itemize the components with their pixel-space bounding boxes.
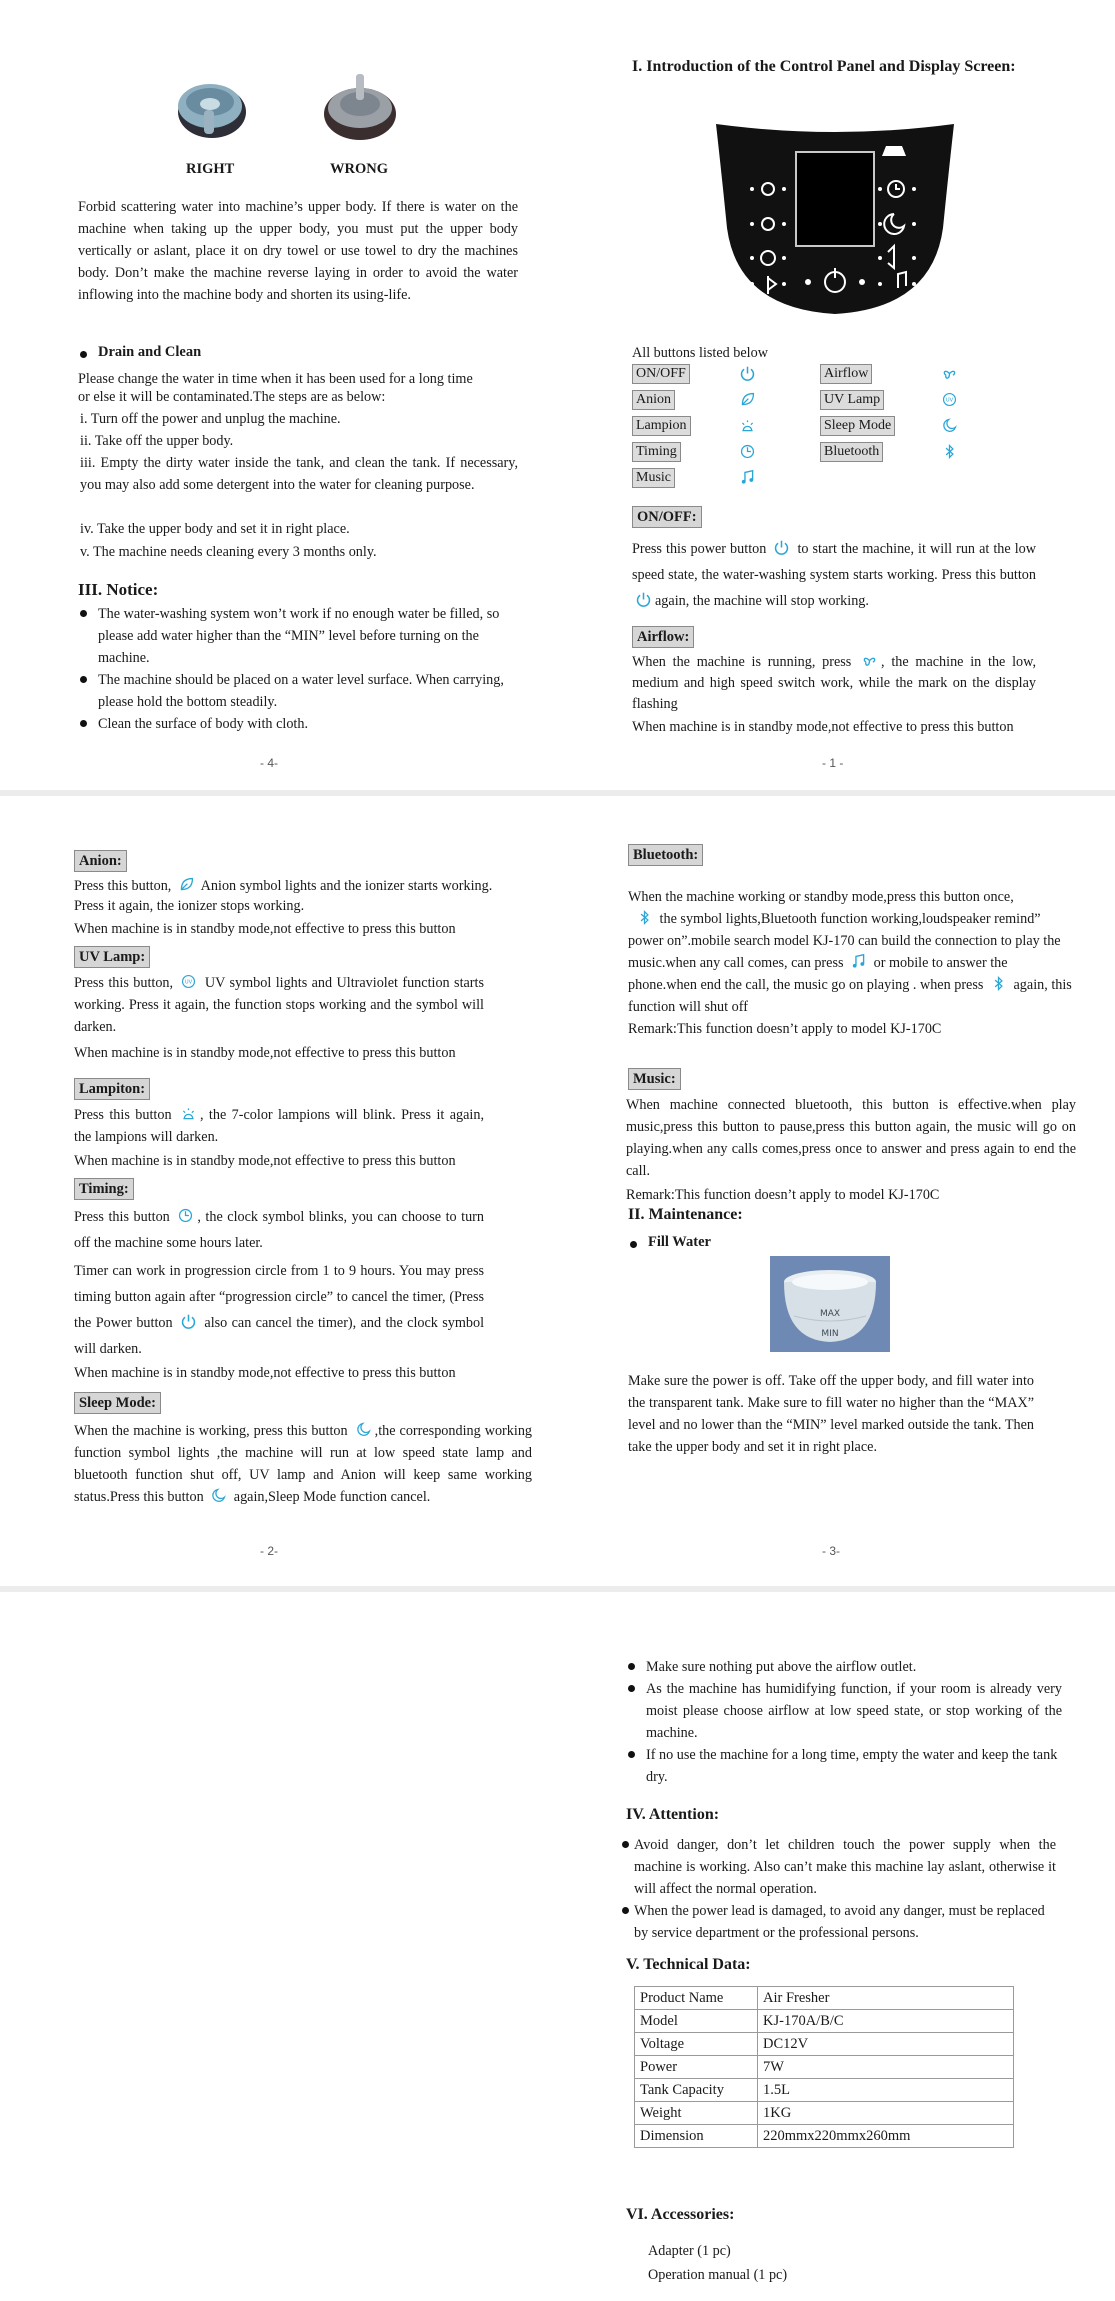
onoff-description: Press this power button to start the machine, it will run at the low speed state, the water-washing system starts working. Press this button again, the machine will stop working.	[632, 541, 1037, 609]
bluetooth-icon	[941, 443, 958, 460]
power-icon-inline-2	[635, 591, 652, 608]
page-number-2: - 2-	[260, 1544, 278, 1558]
tank-min-label: MIN	[821, 1329, 839, 1339]
drain-clean-heading: Drain and Clean	[78, 344, 201, 361]
label-right: RIGHT	[186, 161, 235, 177]
table-row: Dimension 220mmx220mmx260mm	[635, 2125, 1014, 2148]
page-number-1: - 1 -	[822, 756, 844, 770]
table-row: Tank Capacity 1.5L	[635, 2079, 1014, 2102]
lampion-standby-note: When machine is in standby mode,not effective to press this button	[74, 1153, 456, 1169]
legend-uv-lamp: UV Lamp	[820, 390, 884, 410]
attention-item-1: Avoid danger, don’t let children touch the power supply when the machine is working. Also can’t make this machine lay aslant, otherwise it will affect the normal operation.	[620, 1834, 1056, 1900]
table-row: Weight 1KG	[635, 2102, 1014, 2125]
airflow-heading: Airflow:	[632, 626, 694, 648]
table-row: Voltage DC12V	[635, 2033, 1014, 2056]
anion-leaf-icon	[739, 391, 756, 408]
attention-heading: IV. Attention:	[626, 1806, 720, 1823]
notice-item-1: The water-washing system won’t work if no enough water be filled, so please add water higher than the “MIN” level before turning on the machine.	[78, 603, 500, 669]
uv-icon	[941, 391, 958, 408]
lamp-icon-inline	[180, 1105, 197, 1122]
svg-text:UV: UV	[185, 979, 193, 986]
drain-step-3: iii. Empty the dirty water inside the tank, and clean the tank. If necessary, you may also add some detergent into the water for cleaning purpose.	[80, 455, 518, 493]
music-remark: Remark:This function doesn’t apply to model KJ-170C	[626, 1187, 940, 1203]
notice-heading: III. Notice:	[78, 580, 159, 599]
timing-standby-note: When machine is in standby mode,not effective to press this button	[74, 1365, 456, 1381]
fill-water-description: Make sure the power is off. Take off the upper body, and fill water into the transparent tank. Make sure to fill water no higher than the “MAX” level and no lower than the “MIN” level marked outside the tank. Then take the upper body and set it in right place.	[628, 1373, 1034, 1455]
page-number-4: - 4-	[260, 756, 278, 770]
fill-water-heading: Fill Water	[628, 1234, 711, 1251]
upper-body-wrong-image	[318, 68, 402, 148]
fan-icon-inline	[861, 652, 878, 669]
manual-sheet-2	[0, 796, 1115, 1586]
water-tank-image	[770, 1256, 890, 1352]
control-panel-heading: I. Introduction of the Control Panel and Display Screen:	[632, 58, 1016, 75]
moon-icon-inline	[355, 1421, 372, 1438]
page-number-3: - 3-	[822, 1544, 840, 1558]
bluetooth-icon-inline	[636, 909, 653, 926]
svg-text:UV: UV	[945, 397, 954, 404]
timing-heading: Timing:	[74, 1178, 134, 1200]
bluetooth-icon-inline-2	[990, 975, 1007, 992]
accessory-manual: Operation manual (1 pc)	[648, 2267, 788, 2283]
power-icon-inline-3	[180, 1313, 197, 1330]
anion-description: Press this button, Anion symbol lights and the ionizer starts working. Press it again, the ionizer stops working.	[74, 878, 493, 914]
label-wrong: WRONG	[330, 161, 388, 177]
accessory-adapter: Adapter (1 pc)	[648, 2243, 731, 2259]
timing-description: Press this button , the clock symbol blinks, you can choose to turn off the machine some hours later.	[74, 1209, 485, 1251]
moon-icon-inline-2	[210, 1487, 227, 1504]
legend-onoff: ON/OFF	[632, 364, 690, 384]
music-note-icon-inline	[850, 953, 867, 970]
uv-lamp-description: Press this button, UV UV symbol lights and Ultraviolet function starts working. Press it again, the function stops working and the symbol will darken.	[74, 975, 484, 1035]
upper-body-right-image	[170, 62, 254, 146]
drain-intro-2: or else it will be contaminated.The steps are as below:	[78, 389, 386, 405]
technical-data-table	[634, 1986, 1014, 2148]
humidity-tip: As the machine has humidifying function, if your room is already very moist please choose airflow at low speed state, or stop working of the machine.	[626, 1678, 1062, 1744]
legend-timing: Timing	[632, 442, 681, 462]
anion-leaf-icon-inline	[178, 876, 195, 893]
moon-icon	[941, 417, 958, 434]
manual-sheet-3	[0, 1592, 1115, 2301]
drain-intro-1: Please change the water in time when it has been used for a long time	[78, 371, 473, 387]
bluetooth-heading: Bluetooth:	[628, 844, 703, 866]
attention-item-2: When the power lead is damaged, to avoid any danger, must be replaced by service department or the professional persons.	[620, 1900, 1056, 1944]
timing-description-2: Timer can work in progression circle from 1 to 9 hours. You may press timing button again after “progression circle” to cancel the timer, (Press the Power button also can cancel the timer), and the clock symbol will darken.	[74, 1263, 485, 1357]
music-note-icon	[739, 469, 756, 486]
power-icon-inline	[773, 539, 790, 556]
airflow-outlet-tip: Make sure nothing put above the airflow outlet.	[626, 1656, 1066, 1678]
table-row: Model KJ-170A/B/C	[635, 2010, 1014, 2033]
lampion-heading: Lampiton:	[74, 1078, 150, 1100]
drain-step-1: i. Turn off the power and unplug the machine.	[80, 411, 341, 427]
legend-sleep-mode: Sleep Mode	[820, 416, 895, 436]
sleep-mode-heading: Sleep Mode:	[74, 1392, 161, 1414]
lampion-description: Press this button , the 7-color lampions will blink. Press it again, the lampions will darken.	[74, 1107, 485, 1145]
drain-step-2: ii. Take off the upper body.	[80, 433, 234, 449]
drain-step-5: v. The machine needs cleaning every 3 months only.	[80, 544, 377, 560]
buttons-listed-label: All buttons listed below	[632, 345, 768, 361]
anion-standby-note: When machine is in standby mode,not effective to press this button	[74, 921, 456, 937]
uv-standby-note: When machine is in standby mode,not effective to press this button	[74, 1045, 456, 1061]
airflow-description: When the machine is running, press , the machine in the low, medium and high speed switch work, while the mark on the display flashing	[632, 654, 1036, 712]
legend-bluetooth: Bluetooth	[820, 442, 883, 462]
notice-item-3: Clean the surface of body with cloth.	[78, 713, 518, 735]
clock-icon-inline	[177, 1207, 194, 1224]
table-row: Product Name Air Fresher	[635, 1987, 1014, 2010]
long-storage-tip: If no use the machine for a long time, empty the water and keep the tank dry.	[626, 1744, 1062, 1788]
legend-anion: Anion	[632, 390, 675, 410]
technical-data-heading: V. Technical Data:	[626, 1956, 751, 1973]
table-row: Power 7W	[635, 2056, 1014, 2079]
tank-max-label: MAX	[819, 1309, 841, 1319]
uv-lamp-heading: UV Lamp:	[74, 946, 150, 968]
onoff-heading: ON/OFF:	[632, 506, 702, 528]
lamp-icon	[739, 417, 756, 434]
power-icon	[739, 365, 756, 382]
manual-sheet-1	[0, 0, 1115, 790]
music-description: When machine connected bluetooth, this button is effective.when play music,press this button to pause,press this button again, the music will go on playing.when any calls comes,press once to answer and press again to end the call.	[626, 1097, 1076, 1179]
uv-icon-inline	[180, 973, 197, 990]
fan-icon	[941, 365, 958, 382]
music-heading: Music:	[628, 1068, 681, 1090]
bluetooth-description: When the machine working or standby mode,press this button once, the symbol lights,Bluetooth function working,loudspeaker remind” power on”.mobile search model KJ-170 can build the connection to play the music.when any call comes, can press or mobile to answer the phone.when end the call, the music go on playing . when press again, this function will shut off Remark:This function doesn’t apply to model KJ-170C	[628, 889, 1072, 1037]
control-panel-image	[710, 118, 960, 318]
legend-airflow: Airflow	[820, 364, 872, 384]
forbid-paragraph: Forbid scattering water into machine’s upper body. If there is water on the machine when taking up the upper body, you must put the upper body vertically or aslant, place it on dry towel or use towel to dry the machines body. Don’t make the machine reverse laying in order to avoid the water inflowing into the machine body and shorten its using-life.	[78, 199, 518, 303]
airflow-standby-note: When machine is in standby mode,not effective to press this button	[632, 719, 1014, 735]
legend-music: Music	[632, 468, 675, 488]
legend-lampion: Lampion	[632, 416, 691, 436]
maintenance-heading: II. Maintenance:	[628, 1206, 743, 1223]
notice-item-2: The machine should be placed on a water level surface. When carrying, please hold the bottom steadily.	[78, 669, 518, 713]
accessories-heading: VI. Accessories:	[626, 2206, 735, 2223]
sleep-mode-description: When the machine is working, press this button ,the corresponding working function symbol lights ,the machine will run at low speed state lamp and bluetooth function shut off, UV lamp and Anion will keep same working status.Press this button again,Sleep Mode function cancel.	[74, 1423, 533, 1505]
drain-step-4: iv. Take the upper body and set it in right place.	[80, 521, 350, 537]
clock-icon	[739, 443, 756, 460]
button-legend	[632, 364, 1032, 494]
anion-heading: Anion:	[74, 850, 127, 872]
